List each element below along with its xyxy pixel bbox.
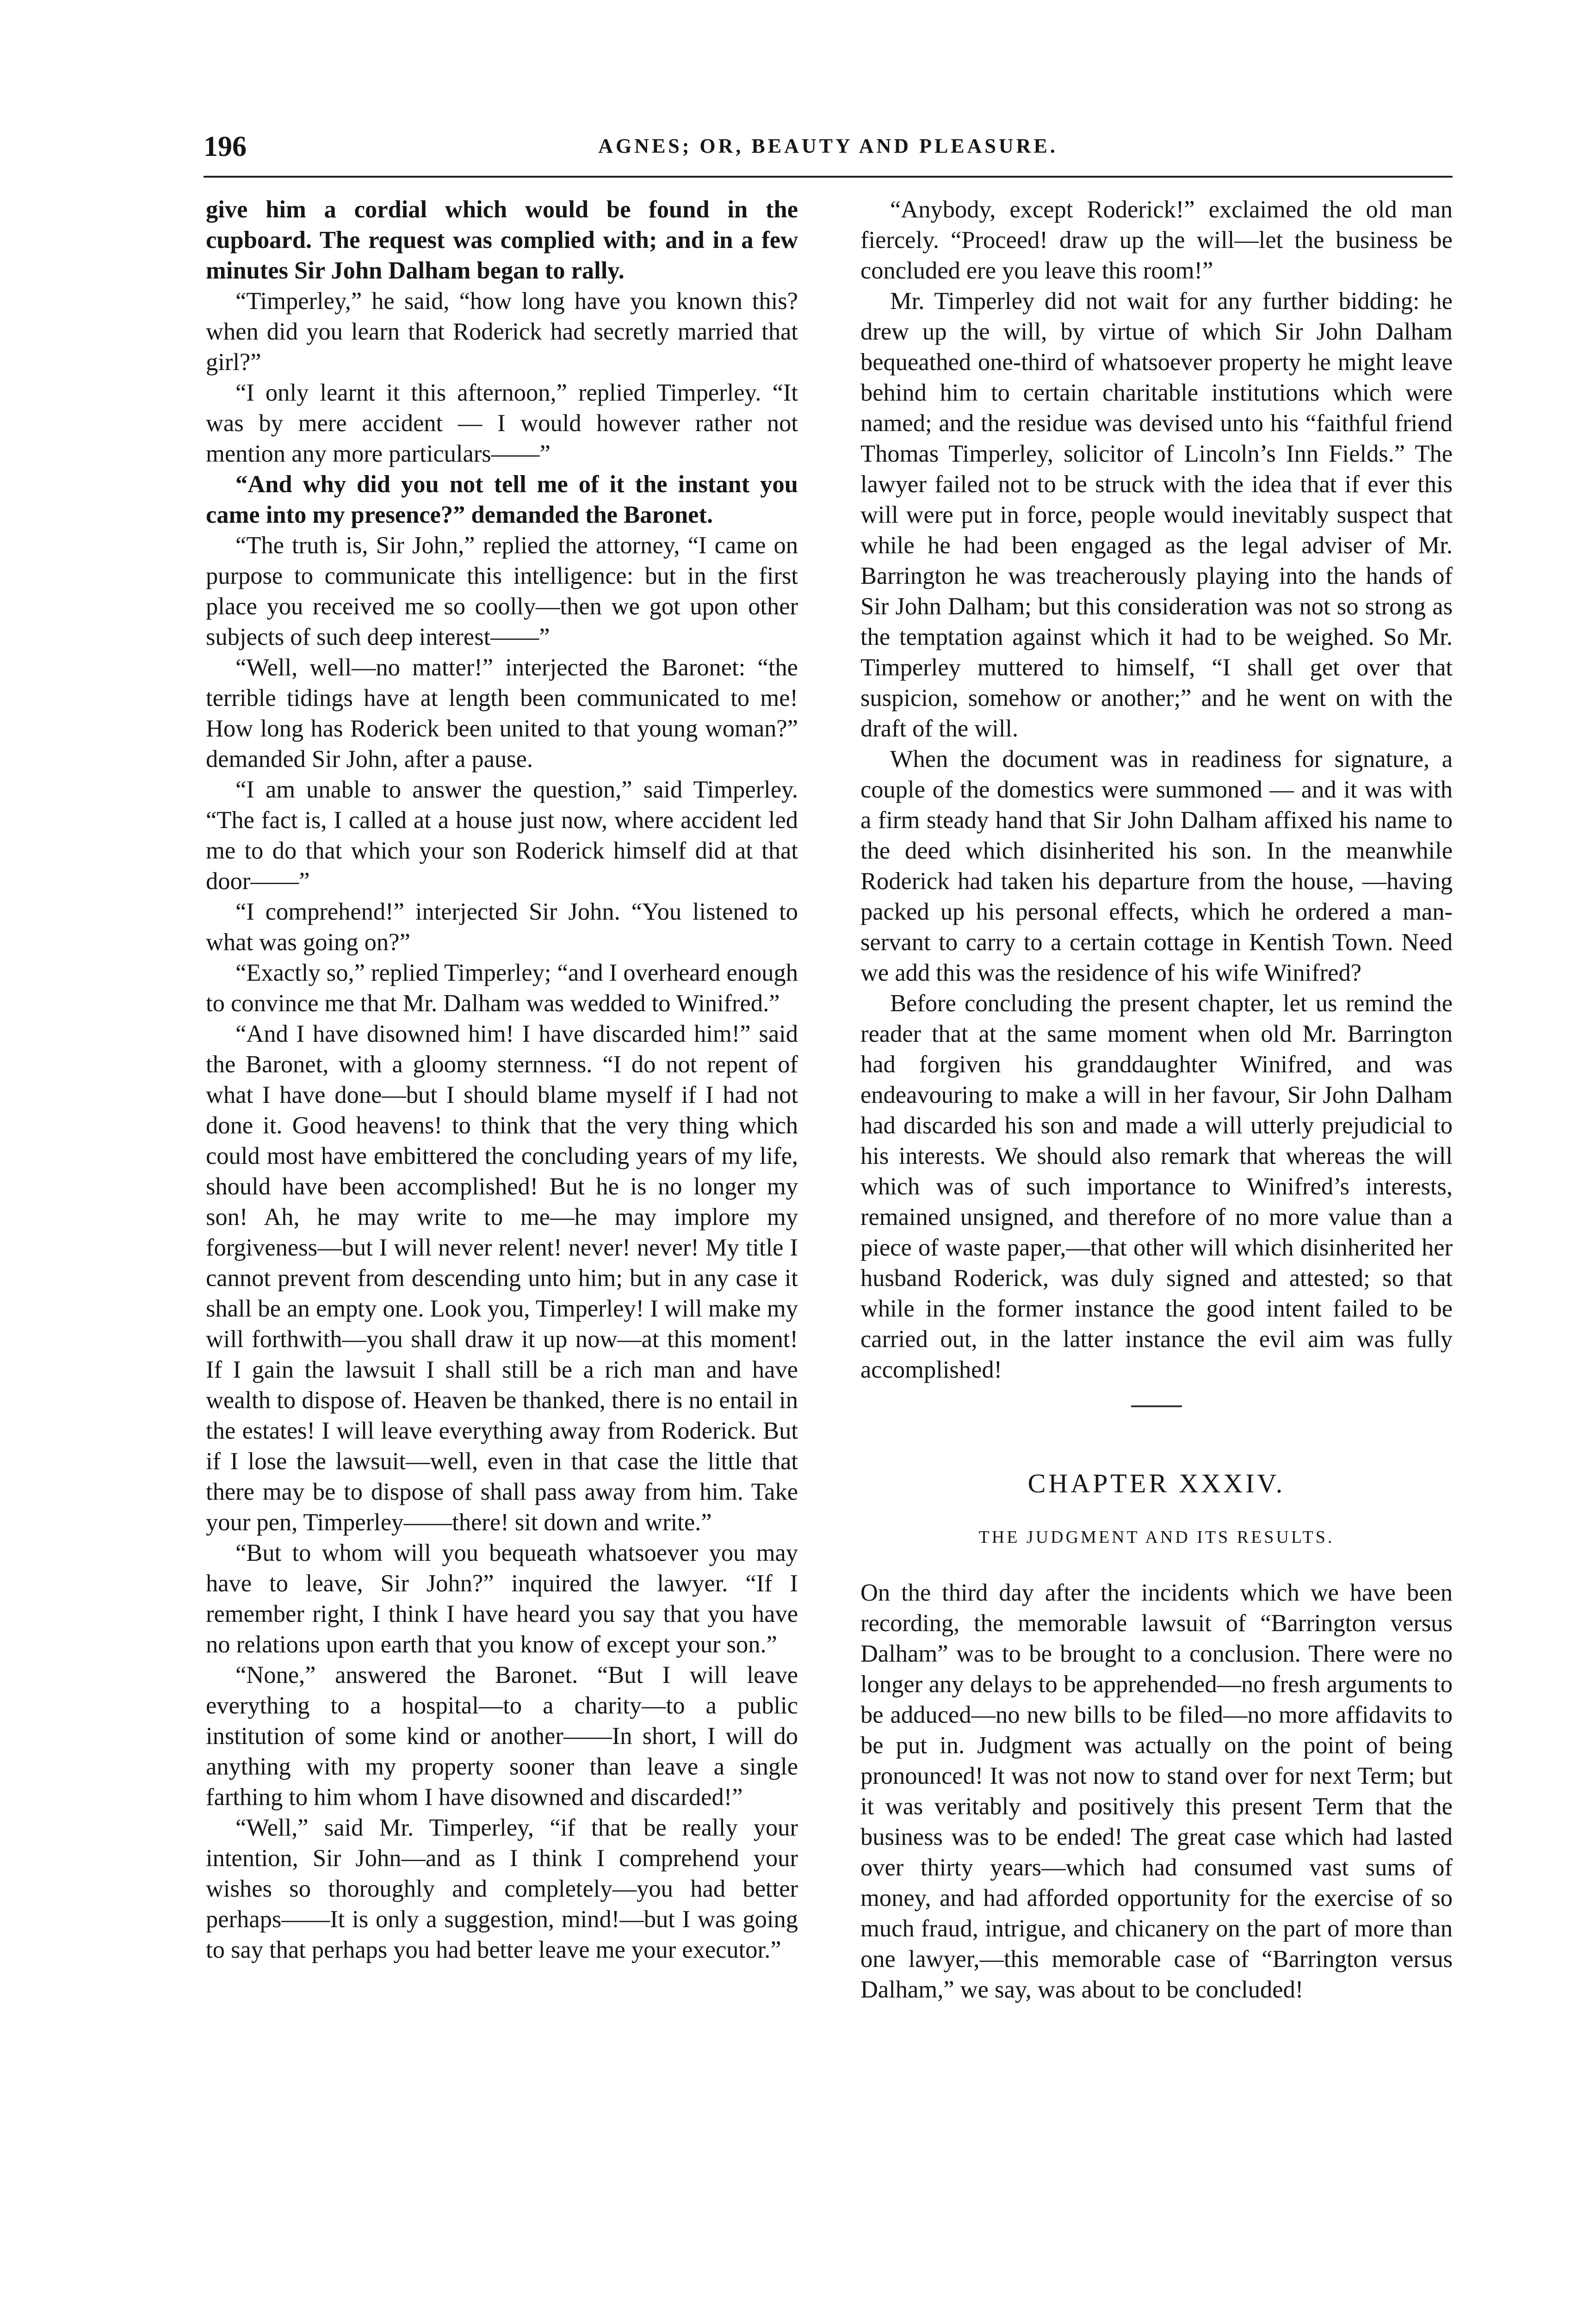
paragraph: “None,” answered the Baronet. “But I will leave everything to a hospital—to a charity—to a public institution of some kind or another——In short, I will do anything with my property sooner than leave a single farthing to him whom I have disowned and discarded!” — [206, 1662, 798, 1811]
paragraph: Mr. Timperley did not wait for any further bidding: he drew up the will, by virtue of which Sir John Dalham bequeathed one-third of whatsoever property he might leave behind him to certain charitable institutions which were named; and the residue was devised unto his “faithful friend Thomas Timperley, solicitor of Lincoln’s Inn Fields.” The lawyer failed not to be struck with the idea that if ever this will were put in force, people would inevitably suspect that while he had been engaged as the legal adviser of Mr. Barrington he was treacherously playing into the hands of Sir John Dalham; but this consideration was not so strong as the temptation against which it had to be weighed. So Mr. Timperley muttered to himself, “I shall get over that suspicion, somehow or another;” and he went on with the draft of the will. — [860, 288, 1453, 742]
paragraph: “And why did you not tell me of it the instant you came into my presence?” demanded the Baronet. — [206, 471, 798, 528]
paragraph: give him a cordial which would be found in the cupboard. The request was complied with; and in a few minutes Sir John Dalham began to rally. — [206, 196, 798, 284]
paragraph: “Timperley,” he said, “how long have you known this? when did you learn that Roderick had secretly married that girl?” — [206, 288, 798, 376]
paragraph: When the document was in readiness for signature, a couple of the domestics were summoned — and it was with a firm steady hand that Sir John Dalham affixed his name to the deed which disinherited his son. In the meanwhile Roderick had taken his departure from the house, —having packed up his personal effects, which he ordered a man-servant to carry to a certain cottage in Kentish Town. Need we add this was the residence of his wife Winifred? — [860, 746, 1453, 986]
chapter-subtitle: THE JUDGMENT AND ITS RESULTS. — [978, 1528, 1335, 1547]
paragraph: “I am unable to answer the question,” said Timperley. “The fact is, I called at a house just now, where accident led me to do that which your son Roderick himself did at that door——” — [206, 776, 798, 895]
paragraph: “I only learnt it this afternoon,” replied Timperley. “It was by mere accident — I would however rather not mention any more particulars——” — [206, 379, 798, 467]
header-rule — [204, 176, 1453, 178]
chapter-divider — [1131, 1405, 1182, 1407]
chapter-title: CHAPTER XXXIV. — [1027, 1468, 1286, 1498]
paragraph: “But to whom will you bequeath whatsoever you may have to leave, Sir John?” inquired the lawyer. “If I remember right, I think I have heard you say that you have no relations upon earth that you know of except your son.” — [206, 1540, 798, 1658]
paragraph: “And I have disowned him! I have discarded him!” said the Baronet, with a gloomy sternness. “I do not repent of what I have done—but I should blame myself if I had not done it. Good heavens! to think that the very thing which could most have embittered the concluding years of my life, should have been accomplished! But he is no longer my son! Ah, he may write to me—he may implore my forgiveness—but I will never relent! never! never! My title I cannot prevent from descending unto him; but in any case it shall be an empty one. Look you, Timperley! I will make my will forthwith—you shall draw it up now—at this moment! If I gain the lawsuit I shall still be a rich man and have wealth to dispose of. Heaven be thanked, there is no entail in the estates! I will leave everything away from Roderick. But if I lose the lawsuit—well, even in that case the little that there may be to dispose of shall pass away from him. Take your pen, Timperley——there! sit down and write.” — [206, 1020, 798, 1536]
left-column — [206, 194, 798, 1965]
paragraph: “Exactly so,” replied Timperley; “and I overheard enough to convince me that Mr. Dalham was wedded to Winifred.” — [206, 959, 798, 1017]
paragraph: “The truth is, Sir John,” replied the attorney, “I came on purpose to communicate this intelligence: but in the first place you received me so coolly—then we got upon other subjects of such deep interest——” — [206, 532, 798, 650]
paragraph: Before concluding the present chapter, let us remind the reader that at the same moment when old Mr. Barrington had forgiven his granddaughter Winifred, and was endeavouring to make a will in her favour, Sir John Dalham had discarded his son and made a will utterly prejudicial to his interests. We should also remark that whereas the will which was of such importance to Winifred’s interests, remained unsigned, and therefore of no more value than a piece of waste paper,—that other will which disinherited her husband Roderick, was duly signed and attested; so that while in the former instance the good intent failed to be carried out, in the latter instance the evil aim was fully accomplished! — [860, 990, 1453, 1383]
paragraph: “I comprehend!” interjected Sir John. “You listened to what was going on?” — [206, 898, 798, 956]
right-column — [860, 194, 1453, 2005]
paragraph: “Anybody, except Roderick!” exclaimed the old man fiercely. “Proceed! draw up the will—let the business be concluded ere you leave this room!” — [860, 196, 1453, 284]
page-number: 196 — [204, 131, 247, 162]
chapter-paragraph: On the third day after the incidents which we have been recording, the memorable lawsuit of “Barrington versus Dalham” was to be brought to a conclusion. There were no longer any delays to be apprehended—no fresh arguments to be adduced—no new bills to be filed—no more affidavits to be put in. Judgment was actually on the point of being pronounced! It was not now to stand over for next Term; but it was veritably and positively this present Term that the business was to be ended! The great case which had lasted over thirty years—which had consumed vast sums of money, and had afforded opportunity for the exercise of so much fraud, intrigue, and chicanery on the part of more than one lawyer,—this memorable case of “Barrington versus Dalham,” we say, was about to be concluded! — [860, 1579, 1453, 2003]
paragraph: “Well,” said Mr. Timperley, “if that be really your intention, Sir John—and as I think I comprehend your wishes so thoroughly and completely—you had better perhaps——It is only a suggestion, mind!—but I was going to say that perhaps you had better leave me your executor.” — [206, 1814, 798, 1963]
page-header — [204, 130, 1453, 172]
running-title: AGNES; OR, BEAUTY AND PLEASURE. — [598, 135, 1058, 157]
paragraph: “Well, well—no matter!” interjected the Baronet: “the terrible tidings have at length been communicated to me! How long has Roderick been united to that young woman?” demanded Sir John, after a pause. — [206, 654, 798, 773]
